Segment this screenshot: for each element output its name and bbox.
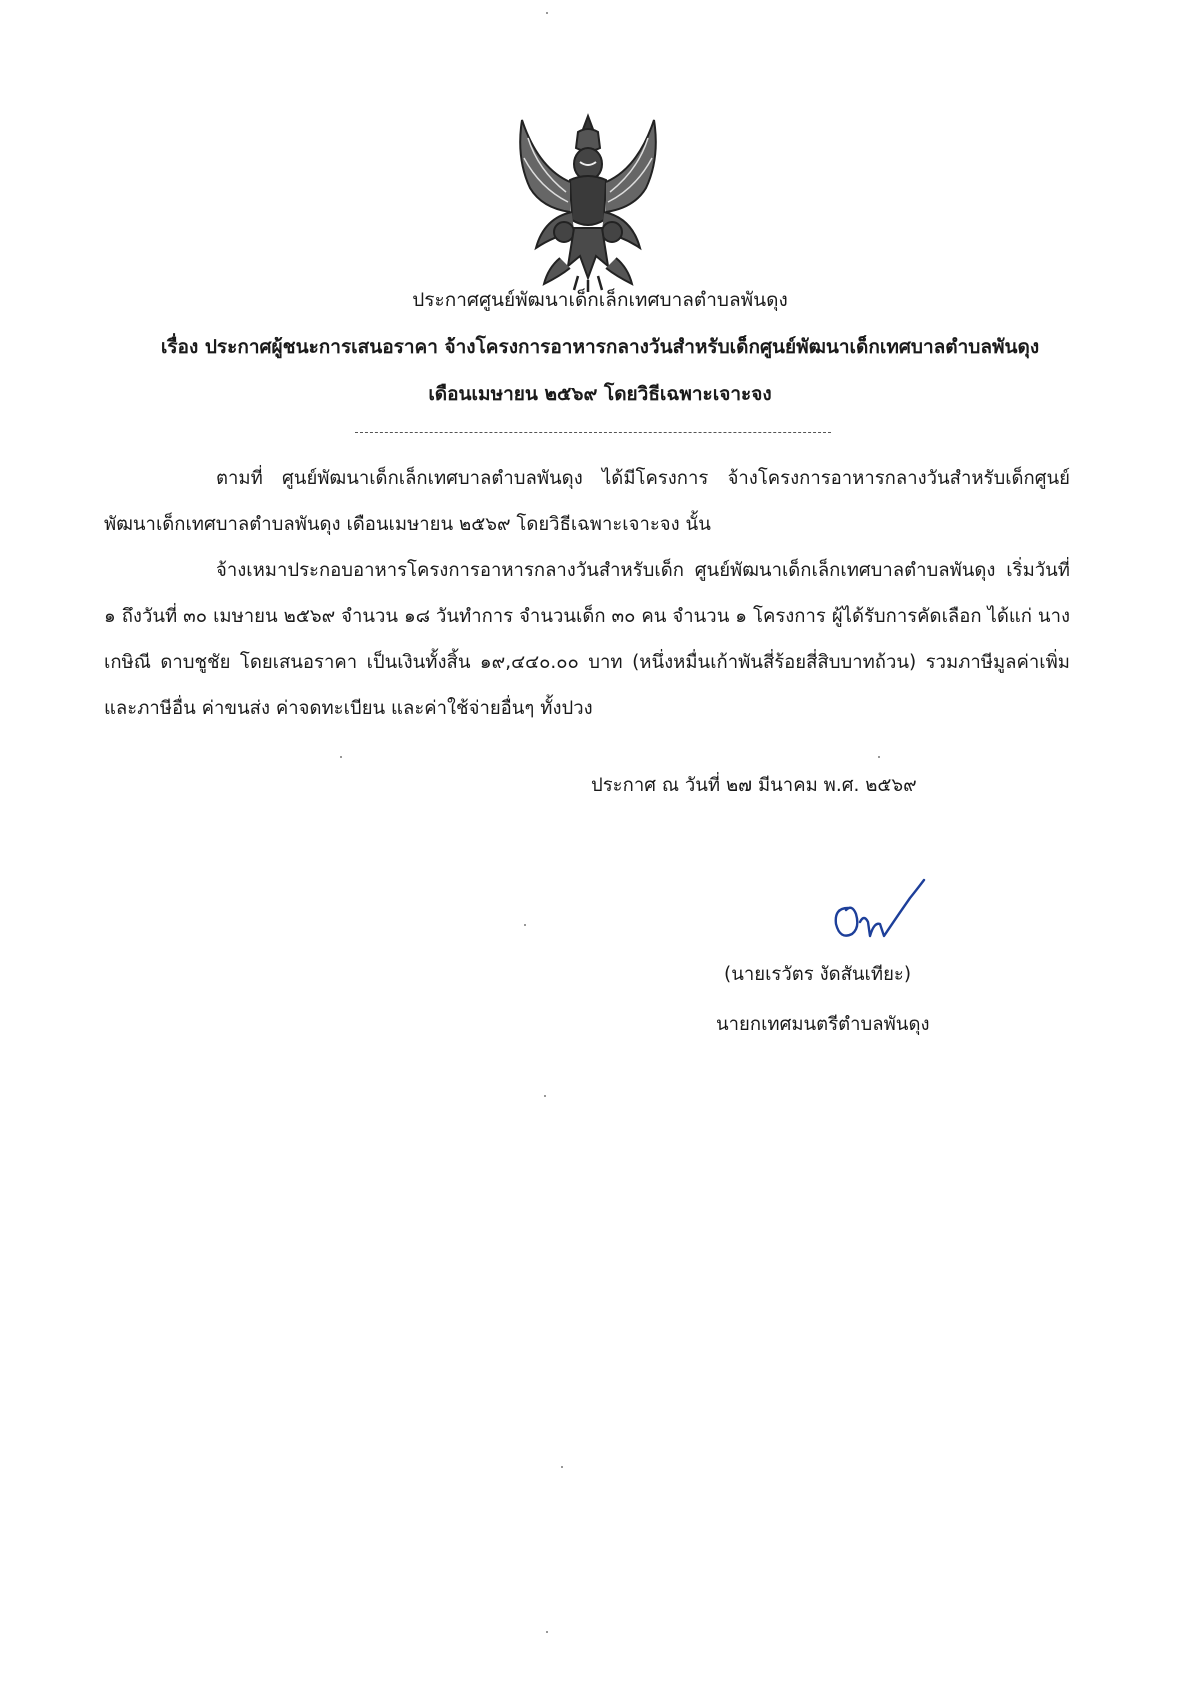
handwritten-signature-icon: [826, 878, 936, 950]
scan-speck: [561, 1466, 563, 1468]
scan-speck: [524, 924, 526, 926]
subject-line-continued: เดือนเมษายน ๒๕๖๙ โดยวิธีเฉพาะเจาะจง: [428, 383, 772, 405]
divider-line: [355, 432, 831, 433]
announcement-date: ประกาศ ณ วันที่ ๒๗ มีนาคม พ.ศ. ๒๕๖๙: [591, 775, 917, 796]
signer-name: (นายเรวัตร งัดสันเทียะ): [724, 964, 912, 985]
garuda-emblem-icon: [508, 108, 668, 294]
body-paragraph-1: ตามที่ ศูนย์พัฒนาเด็กเล็กเทศบาลตำบลพันดุง ได้มีโครงการ จ้างโครงการอาหารกลางวันสำหรับเด็กศูนย์พัฒนาเด็กเทศบาลตำบลพันดุง เดือนเมษายน ๒๕๖๙ โดยวิธีเฉพาะเจาะจง นั้น: [104, 468, 1070, 535]
scan-speck: [546, 1631, 548, 1633]
subject-line: เรื่อง ประกาศผู้ชนะการเสนอราคา จ้างโครงการอาหารกลางวันสำหรับเด็กศูนย์พัฒนาเด็กเทศบาลตำบลพันดุง: [160, 336, 1040, 358]
scan-speck: [544, 1095, 546, 1097]
document-title: ประกาศศูนย์พัฒนาเด็กเล็กเทศบาลตำบลพันดุง: [412, 289, 788, 311]
scan-speck: [340, 756, 342, 758]
signer-position: นายกเทศมนตรีตำบลพันดุง: [716, 1014, 930, 1035]
scan-speck: [878, 756, 880, 758]
scan-speck: [546, 12, 548, 14]
body-paragraph-2: จ้างเหมาประกอบอาหารโครงการอาหารกลางวันสำหรับเด็ก ศูนย์พัฒนาเด็กเล็กเทศบาลตำบลพันดุง เริ่มวันที่ ๑ ถึงวันที่ ๓๐ เมษายน ๒๕๖๙ จำนวน ๑๘ วันทำการ จำนวนเด็ก ๓๐ คน จำนวน ๑ โครงการ ผู้ได้รับการคัดเลือก ได้แก่ นางเกษิณี ดาบชูชัย โดยเสนอราคา เป็นเงินทั้งสิ้น ๑๙,๔๔๐.๐๐ บาท (หนึ่งหมื่นเก้าพันสี่ร้อยสี่สิบบาทถ้วน) รวมภาษีมูลค่าเพิ่มและภาษีอื่น ค่าขนส่ง ค่าจดทะเบียน และค่าใช้จ่ายอื่นๆ ทั้งปวง: [104, 560, 1070, 719]
